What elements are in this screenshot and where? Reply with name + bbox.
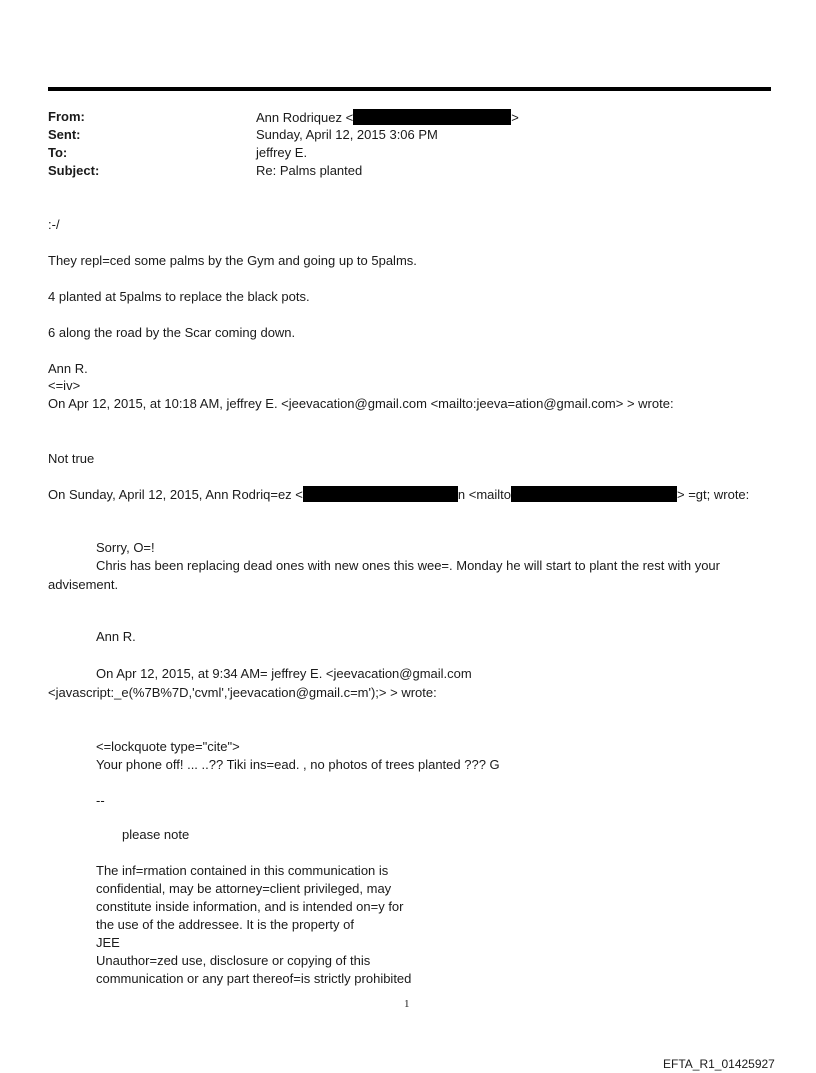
to-value: jeffrey E.	[256, 145, 308, 160]
html-fragment: <=iv>	[48, 378, 81, 393]
body-line: 6 along the road by the Scar coming down.	[48, 325, 296, 340]
body-line: :-/	[48, 217, 60, 232]
signature: Ann R.	[96, 629, 136, 644]
to-label: To:	[48, 145, 68, 160]
notice-line: The inf=rmation contained in this communication is	[96, 863, 389, 878]
sent-label: Sent:	[48, 127, 81, 142]
quote-text: > =gt; wrote:	[677, 487, 750, 502]
from-value	[256, 109, 519, 126]
html-fragment: <=lockquote type="cite">	[96, 739, 240, 754]
from-label: From:	[48, 109, 85, 124]
body-line: Not true	[48, 451, 95, 466]
notice-line: confidential, may be attorney=client privileged, may	[96, 881, 392, 896]
redaction-bar	[511, 486, 677, 502]
body-line: Sorry, O=!	[96, 540, 155, 555]
redaction-bar	[353, 109, 511, 125]
from-close: >	[511, 110, 519, 125]
subject-label: Subject:	[48, 163, 100, 178]
quote-header: <javascript:_e(%7B%7D,'cvml','jeevacation@gmail.c=m');> > wrote:	[48, 685, 437, 700]
please-note: please note	[122, 827, 190, 842]
header-rule	[48, 87, 771, 91]
sent-value: Sunday, April 12, 2015 3:06 PM	[256, 127, 438, 142]
subject-value: Re: Palms planted	[256, 163, 363, 178]
body-line: Chris has been replacing dead ones with new ones this wee=. Monday he will start to plant the rest with your	[96, 558, 720, 573]
notice-line: communication or any part thereof=is strictly prohibited	[96, 971, 412, 986]
body-line: They repl=ced some palms by the Gym and going up to 5palms.	[48, 253, 417, 268]
body-line: Your phone off! ... ..?? Tiki ins=ead. , no photos of trees planted ??? G	[96, 757, 500, 772]
notice-line: the use of the addressee. It is the property of	[96, 917, 354, 932]
page-number: 1	[404, 998, 410, 1010]
quote-text: n <mailto	[457, 487, 512, 502]
signature-dashes: --	[96, 793, 105, 808]
quote-header	[48, 486, 749, 503]
from-name: Ann Rodriquez <	[256, 110, 354, 125]
quote-header: On Apr 12, 2015, at 10:18 AM, jeffrey E. <jeevacation@gmail.com <mailto:jeeva=ation@gmail.com> > wrote:	[48, 396, 674, 411]
signature: Ann R.	[48, 361, 88, 376]
body-line: 4 planted at 5palms to replace the black pots.	[48, 289, 310, 304]
quote-text: On Sunday, April 12, 2015, Ann Rodriq=ez <	[48, 487, 303, 502]
redaction-bar	[303, 486, 458, 502]
notice-line: constitute inside information, and is intended on=y for	[96, 899, 404, 914]
notice-line: JEE	[96, 935, 120, 950]
body-line: advisement.	[48, 577, 119, 592]
document-id: EFTA_R1_01425927	[663, 1057, 775, 1071]
quote-header: On Apr 12, 2015, at 9:34 AM= jeffrey E. <jeevacation@gmail.com	[96, 666, 472, 681]
notice-line: Unauthor=zed use, disclosure or copying of this	[96, 953, 371, 968]
